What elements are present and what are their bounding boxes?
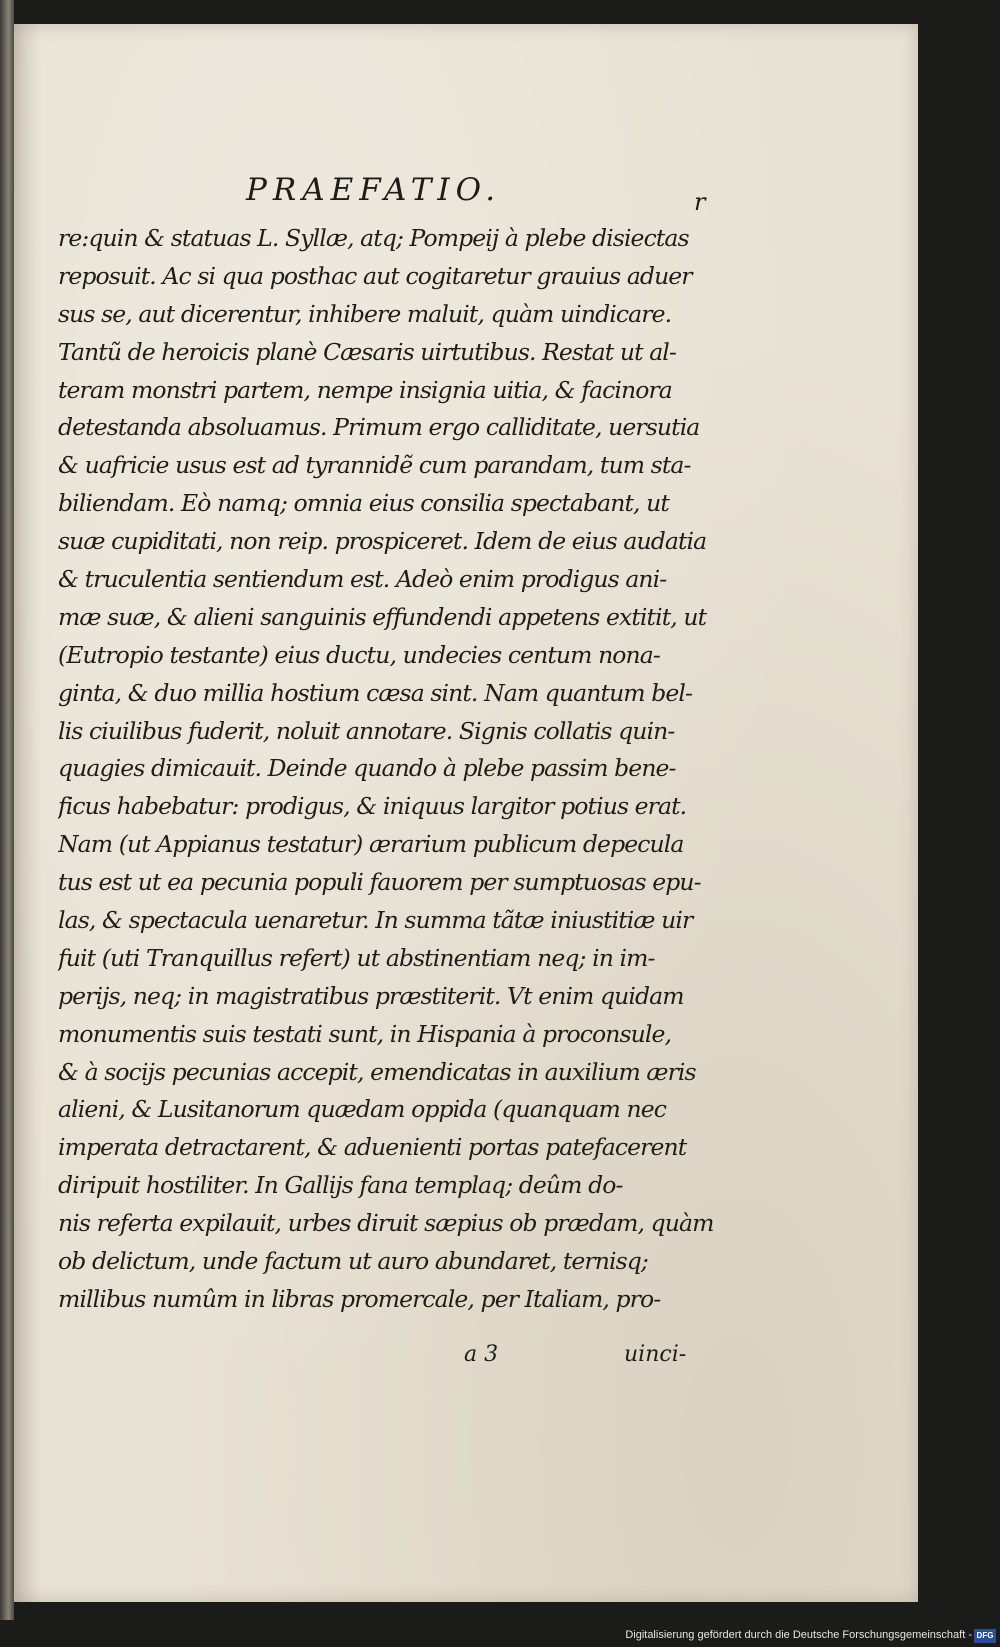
- catchline: [464, 1342, 704, 1372]
- text-line: & truculentia sentiendum est. Adeò enim prodigus ani-: [58, 565, 667, 594]
- page-edge: [0, 0, 14, 1620]
- text-line: Nam (ut Appianus testatur) ærarium publicum depecula: [58, 830, 684, 859]
- text-line: mæ suæ, & alieni sanguinis effundendi appetens extitit, ut: [58, 602, 707, 631]
- text-line: detestanda absoluamus. Primum ergo calliditate, uersutia: [58, 413, 700, 442]
- text-line: millibus numûm in libras promercale, per Italiam, pro-: [58, 1284, 661, 1313]
- catchword: uinci-: [624, 1342, 687, 1367]
- signature-mark: a 3: [464, 1342, 499, 1367]
- text-line: reposuit. Ac si qua posthac aut cogitaretur grauius aduer: [58, 261, 692, 290]
- text-line: ginta, & duo millia hostium cæsa sint. Nam quantum bel-: [58, 678, 693, 707]
- text-line: biliendam. Eò namq; omnia eius consilia spectabant, ut: [58, 489, 669, 518]
- text-block: [58, 220, 728, 1319]
- text-line: ob delictum, unde factum ut auro abundaret, ternisq;: [58, 1247, 648, 1276]
- text-line: las, & spectacula uenaretur. In summa tãtæ iniustitiæ uir: [58, 906, 693, 935]
- text-line: fuit (uti Tranquillus refert) ut abstinentiam neq; in im-: [58, 943, 655, 972]
- text-line: Tantũ de heroicis planè Cæsaris uirtutibus. Restat ut al-: [58, 337, 676, 366]
- text-line: perijs, neq; in magistratibus præstiterit. Vt enim quidam: [58, 981, 684, 1010]
- book-page: [14, 24, 918, 1602]
- text-line: lis ciuilibus fuderit, noluit annotare. Signis collatis quin-: [58, 716, 675, 745]
- text-line: diripuit hostiliter. In Gallijs fana templaq; deûm do-: [58, 1171, 623, 1200]
- text-line: ficus habebatur: prodigus, & iniquus largitor potius erat.: [58, 792, 687, 821]
- text-line: tus est ut ea pecunia populi fauorem per sumptuosas epu-: [58, 868, 701, 897]
- dfg-logo: DFG: [974, 1629, 996, 1643]
- text-line: (Eutropio testante) eius ductu, undecies centum nona-: [58, 640, 660, 669]
- text-line: alieni, & Lusitanorum quædam oppida (quanquam nec: [58, 1095, 666, 1124]
- text-line: suæ cupiditati, non reip. prospiceret. Idem de eius audatia: [58, 527, 707, 556]
- digitization-credit: Digitalisierung gefördert durch die Deutsche Forschungsgemeinschaft -: [625, 1629, 972, 1641]
- text-line: nis referta expilauit, urbes diruit sæpius ob prædam, quàm: [58, 1209, 714, 1238]
- folio-number: r: [694, 188, 706, 216]
- text-line: & uafricie usus est ad tyrannidẽ cum parandam, tum sta-: [58, 451, 691, 480]
- text-line: monumentis suis testati sunt, in Hispania à proconsule,: [58, 1019, 672, 1048]
- running-head: PRAEFATIO.: [246, 172, 502, 208]
- text-line: teram monstri partem, nempe insignia uitia, & facinora: [58, 375, 672, 404]
- text-line: imperata detractarent, & aduenienti portas patefacerent: [58, 1133, 687, 1162]
- text-line: quagies dimicauit. Deinde quando à plebe passim bene-: [58, 754, 676, 783]
- text-line: & à socijs pecunias accepit, emendicatas in auxilium æris: [58, 1057, 696, 1086]
- text-line: re:quin & statuas L. Syllæ, atq; Pompeij à plebe disiectas: [58, 224, 689, 252]
- text-line: sus se, aut dicerentur, inhibere maluit, quàm uindicare.: [58, 299, 672, 328]
